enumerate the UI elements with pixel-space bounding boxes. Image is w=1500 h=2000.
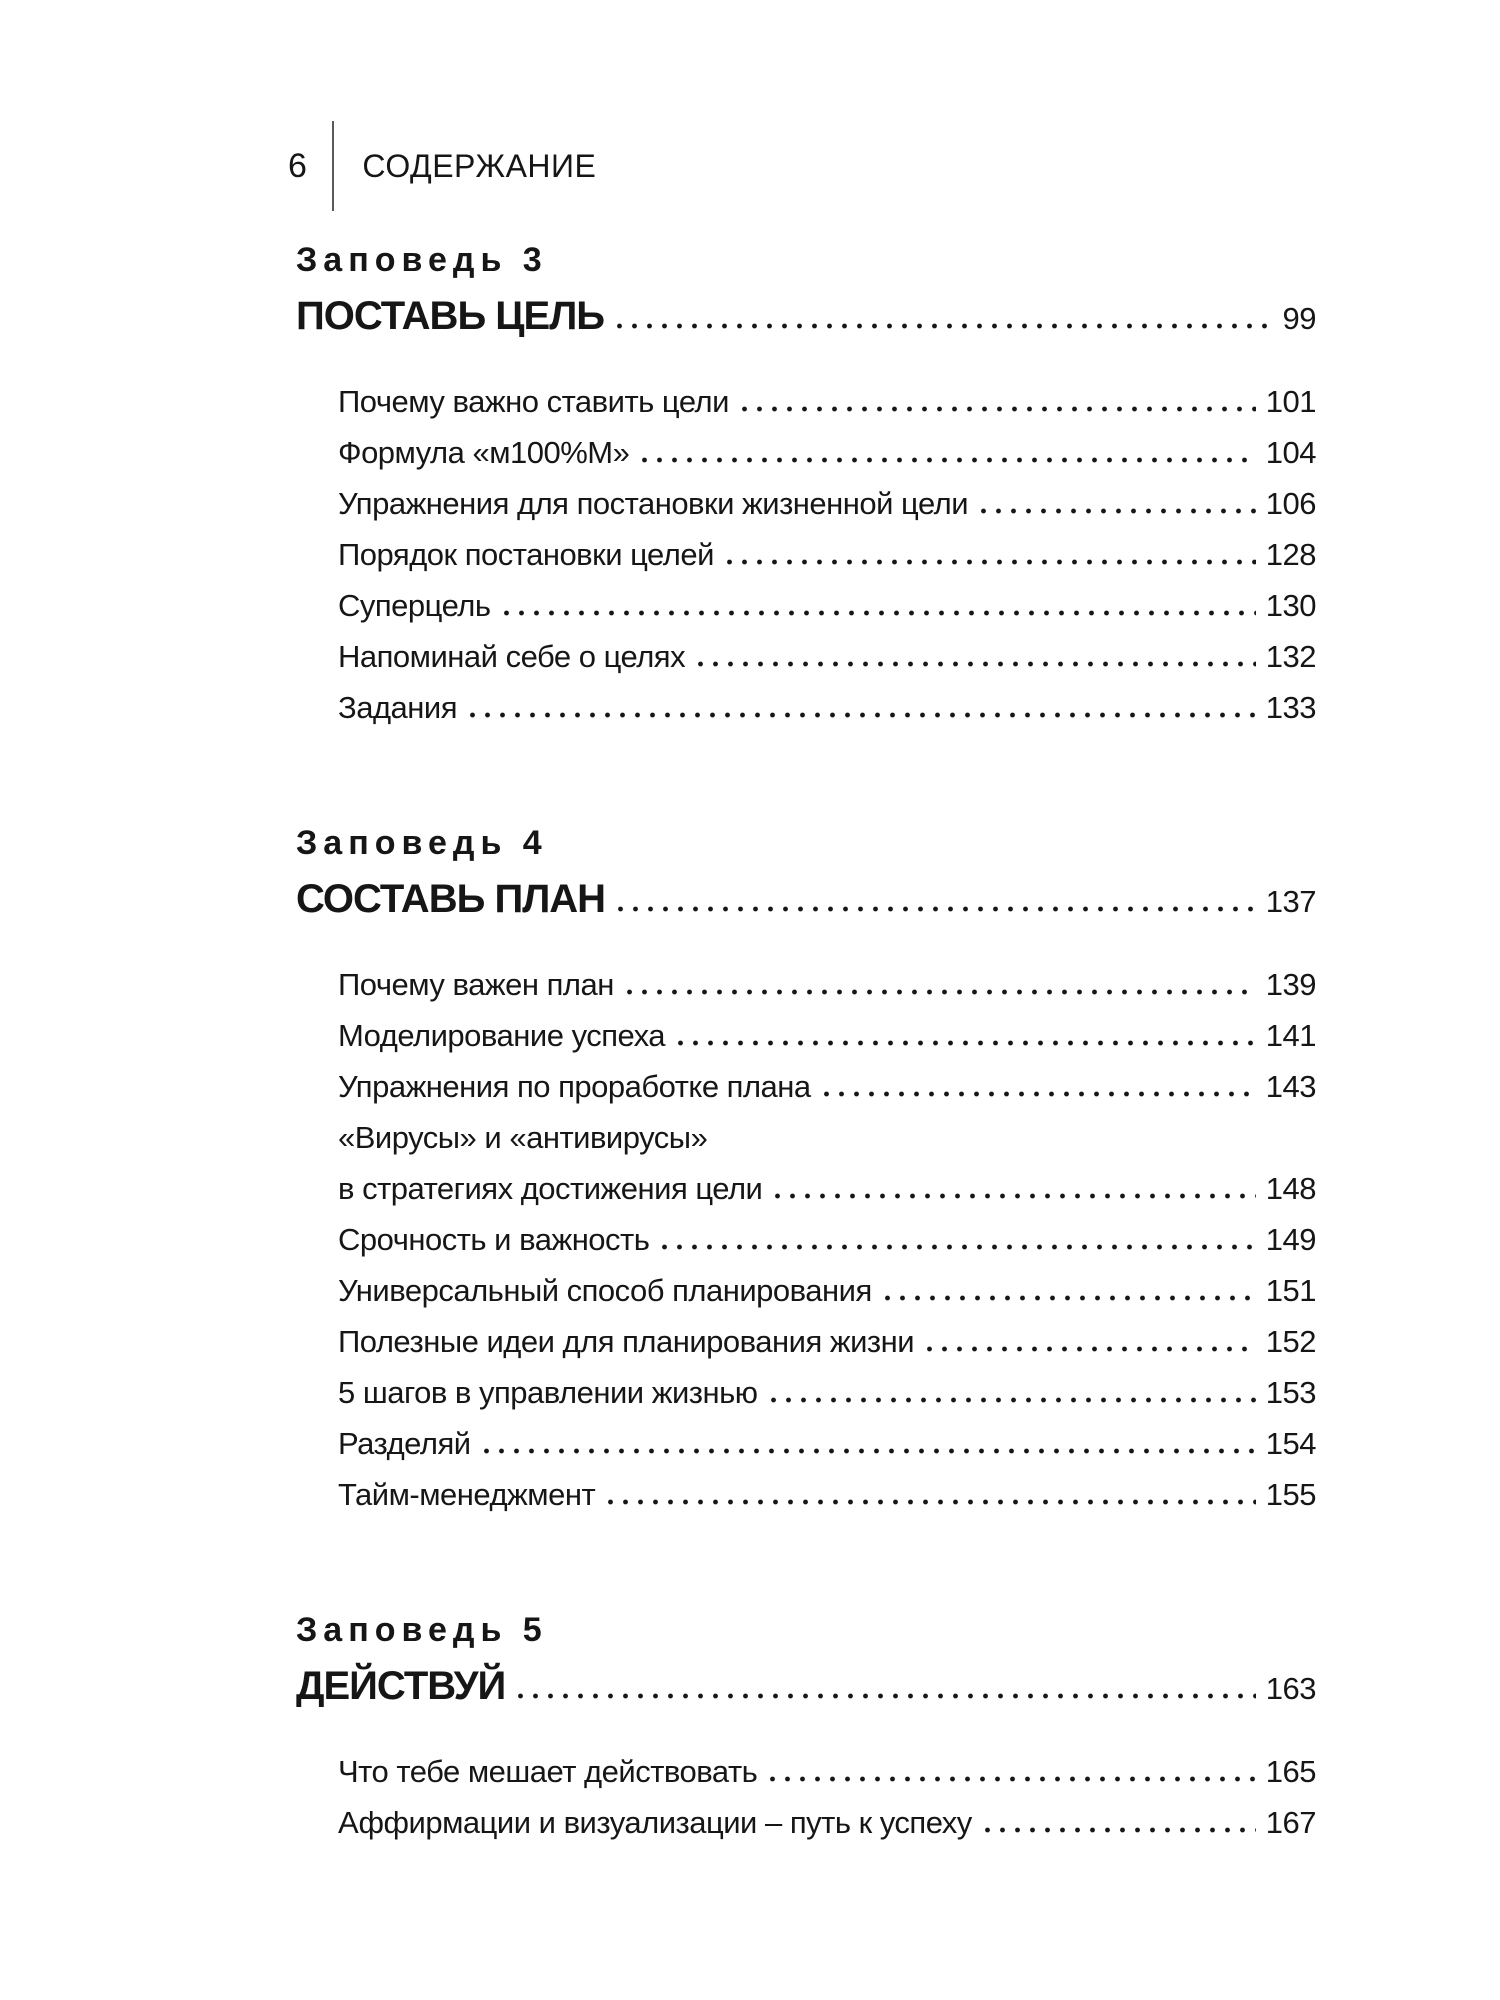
toc-entry [338,1214,1316,1265]
dot-leader [622,989,1256,995]
toc-entry-label: Тайм-менеджмент [338,1477,596,1512]
toc-entry-label: Моделирование успеха [338,1018,665,1053]
toc-entry [338,1316,1316,1367]
toc-entry-page: 143 [1265,1069,1316,1104]
dot-leader [880,1295,1256,1301]
section-title-row [296,873,1316,925]
page-number: 6 [288,146,307,185]
toc-entry-page: 101 [1265,384,1316,419]
dot-leader [770,1193,1255,1199]
toc-entry [338,1112,1316,1163]
dot-leader [922,1346,1256,1352]
toc-entry [338,1265,1316,1316]
toc-entry-label: Упражнения для постановки жизненной цели [338,486,969,521]
toc-entry-page: 165 [1265,1754,1316,1789]
toc-entry-page: 154 [1265,1426,1316,1461]
toc-entry-label: Формула «м100%М» [338,435,630,470]
toc-entry-label: Полезные идеи для планирования жизни [338,1324,915,1359]
section-kicker: Заповедь 5 [296,1611,548,1649]
toc-entry [338,1010,1316,1061]
toc-entry-label: Напоминай себе о целях [338,639,686,674]
section-kicker: Заповедь 3 [296,241,548,279]
toc-entry [338,529,1316,580]
toc-entry [338,1061,1316,1112]
toc-entry-page: 106 [1265,486,1316,521]
dot-leader [819,1091,1256,1097]
toc-entry-label: Почему важен план [338,967,614,1002]
toc-section [296,238,1316,733]
toc-entry-label: 5 шагов в управлении жизнью [338,1375,758,1410]
dot-leader [980,1827,1256,1833]
dot-leader [766,1397,1256,1403]
toc-entry-page: 130 [1265,588,1316,623]
dot-leader [637,457,1255,463]
dot-leader [765,1776,1255,1782]
contents-heading: СОДЕРЖАНИЕ [362,147,597,184]
dot-leader [465,712,1256,718]
toc-section [296,1608,1316,1848]
toc-entry-label: Что тебе мешает действовать [338,1754,758,1789]
dot-leader [479,1448,1256,1454]
toc-entry-page: 167 [1265,1805,1316,1840]
toc-entry-label: Почему важно ставить цели [338,384,729,419]
dot-leader [612,323,1272,329]
toc-entry-label: Упражнения по проработке плана [338,1069,811,1104]
toc-entry-page: 139 [1265,967,1316,1002]
section-page-number: 163 [1265,1671,1316,1706]
table-of-contents [296,238,1316,1848]
section-title: СОСТАВЬ ПЛАН [296,877,606,921]
toc-entry [338,1469,1316,1520]
toc-entry [338,1418,1316,1469]
section-entries [296,959,1316,1520]
toc-entry-label: Задания [338,690,458,725]
dot-leader [513,1693,1256,1699]
dot-leader [613,906,1256,912]
dot-leader [673,1040,1256,1046]
toc-entry [338,478,1316,529]
dot-leader [722,559,1256,565]
toc-entry-page: 128 [1265,537,1316,572]
toc-entry-label: Порядок постановки целей [338,537,714,572]
section-page-number: 99 [1282,301,1316,336]
section-title-row [296,1660,1316,1712]
toc-entry-label: Универсальный способ планирования [338,1273,872,1308]
dot-leader [976,508,1256,514]
toc-entry-page: 141 [1265,1018,1316,1053]
toc-section [296,821,1316,1520]
header-divider [332,121,334,211]
toc-entry-label: Аффирмации и визуализации – путь к успеху [338,1805,972,1840]
toc-entry-page: 148 [1265,1171,1316,1206]
dot-leader [737,406,1256,412]
toc-entry [338,1367,1316,1418]
toc-entry [338,1746,1316,1797]
toc-entry [338,376,1316,427]
toc-entry-label: в стратегиях достижения цели [338,1171,763,1206]
toc-entry-page: 153 [1265,1375,1316,1410]
dot-leader [499,610,1256,616]
dot-leader [657,1244,1255,1250]
section-entries [296,1746,1316,1848]
toc-entry-label: Разделяй [338,1426,471,1461]
section-page-number: 137 [1265,884,1316,919]
toc-entry [338,1163,1316,1214]
toc-entry-page: 149 [1265,1222,1316,1257]
toc-entry-label: Срочность и важность [338,1222,650,1257]
section-title: ДЕЙСТВУЙ [296,1664,506,1708]
toc-entry-page: 155 [1265,1477,1316,1512]
toc-entry-page: 104 [1265,435,1316,470]
toc-entry-label: «Вирусы» и «антивирусы» [338,1120,708,1155]
dot-leader [693,661,1256,667]
dot-leader [603,1499,1256,1505]
toc-entry [338,631,1316,682]
toc-entry [338,1797,1316,1848]
section-title: ПОСТАВЬ ЦЕЛЬ [296,294,605,338]
page-header [288,120,596,212]
toc-entry-page: 151 [1265,1273,1316,1308]
toc-entry-page: 152 [1265,1324,1316,1359]
section-kicker: Заповедь 4 [296,824,548,862]
toc-entry [338,682,1316,733]
section-entries [296,376,1316,733]
toc-entry [338,580,1316,631]
toc-entry [338,427,1316,478]
toc-entry-page: 132 [1265,639,1316,674]
toc-entry-label: Суперцель [338,588,491,623]
section-title-row [296,290,1316,342]
toc-entry-page: 133 [1265,690,1316,725]
toc-entry [338,959,1316,1010]
